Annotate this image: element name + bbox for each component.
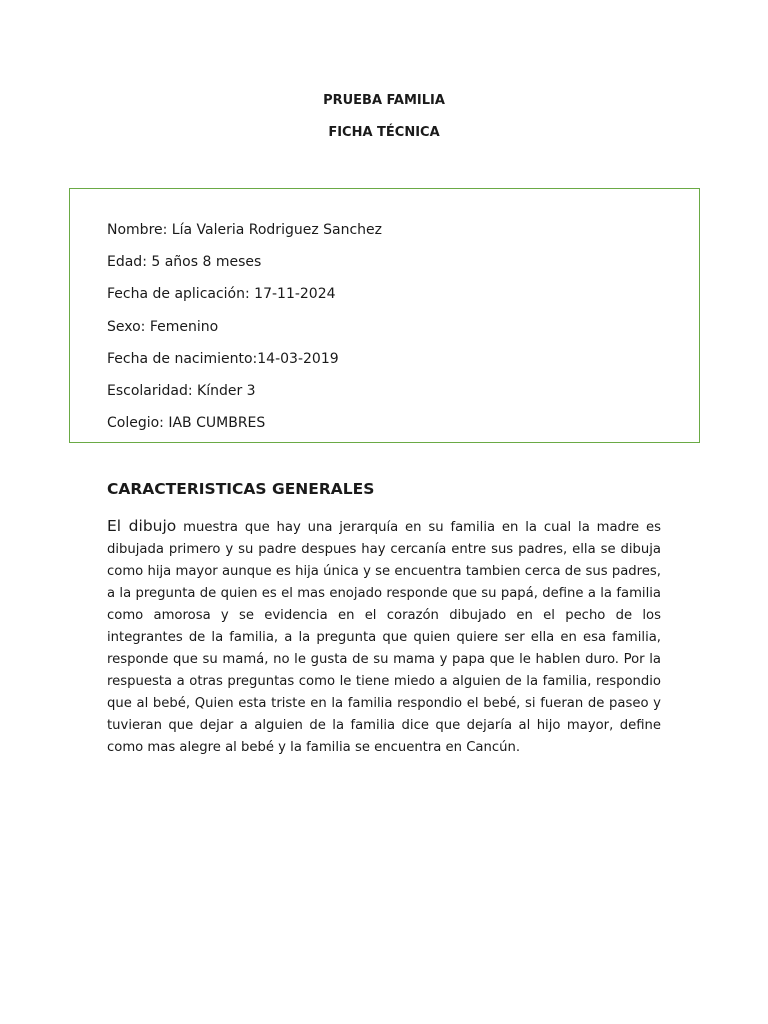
section-heading: CARACTERISTICAS GENERALES: [107, 480, 375, 498]
age-field: Edad: 5 años 8 meses: [107, 254, 262, 270]
document-subtitle: FICHA TÉCNICA: [328, 125, 440, 140]
paragraph-body: muestra que hay una jerarquía en su familia en la cual la madre es dibujada primero y su padre despues hay cercanía entre sus padres, ella se dibuja como hija mayor aunque es hija única y se encuentra tambien cerca de sus padres, a la pregunta de quien es el mas enojado responde que su papá, define a la familia como amorosa y se evidencia en el corazón dibujado en el pecho de los integrantes de la familia, a la pregunta que quien quiere ser ella en esa familia, responde que su mamá, no le gusta de su mama y papa que le hablen duro. Por la respuesta a otras preguntas como le tiene miedo a alguien de la familia, respondio que al bebé, Quien esta triste en la familia respondio el bebé, si fueran de paseo y tuvieran que dejar a alguien de la familia dice que dejaría al hijo mayor, define como mas alegre al bebé y la familia se encuentra en Cancún.: [107, 520, 662, 755]
name-field: Nombre: Lía Valeria Rodriguez Sanchez: [107, 222, 382, 238]
schooling-field: Escolaridad: Kínder 3: [107, 383, 256, 399]
technical-sheet-box: [69, 188, 700, 443]
paragraph-lead-in: El dibujo: [107, 517, 177, 535]
birth-date-field: Fecha de nacimiento:14-03-2019: [107, 351, 339, 367]
school-field: Colegio: IAB CUMBRES: [107, 415, 266, 431]
document-title: PRUEBA FAMILIA: [323, 93, 445, 108]
general-characteristics-paragraph: [107, 515, 661, 759]
application-date-field: Fecha de aplicación: 17-11-2024: [107, 286, 336, 302]
sex-field: Sexo: Femenino: [107, 319, 219, 335]
